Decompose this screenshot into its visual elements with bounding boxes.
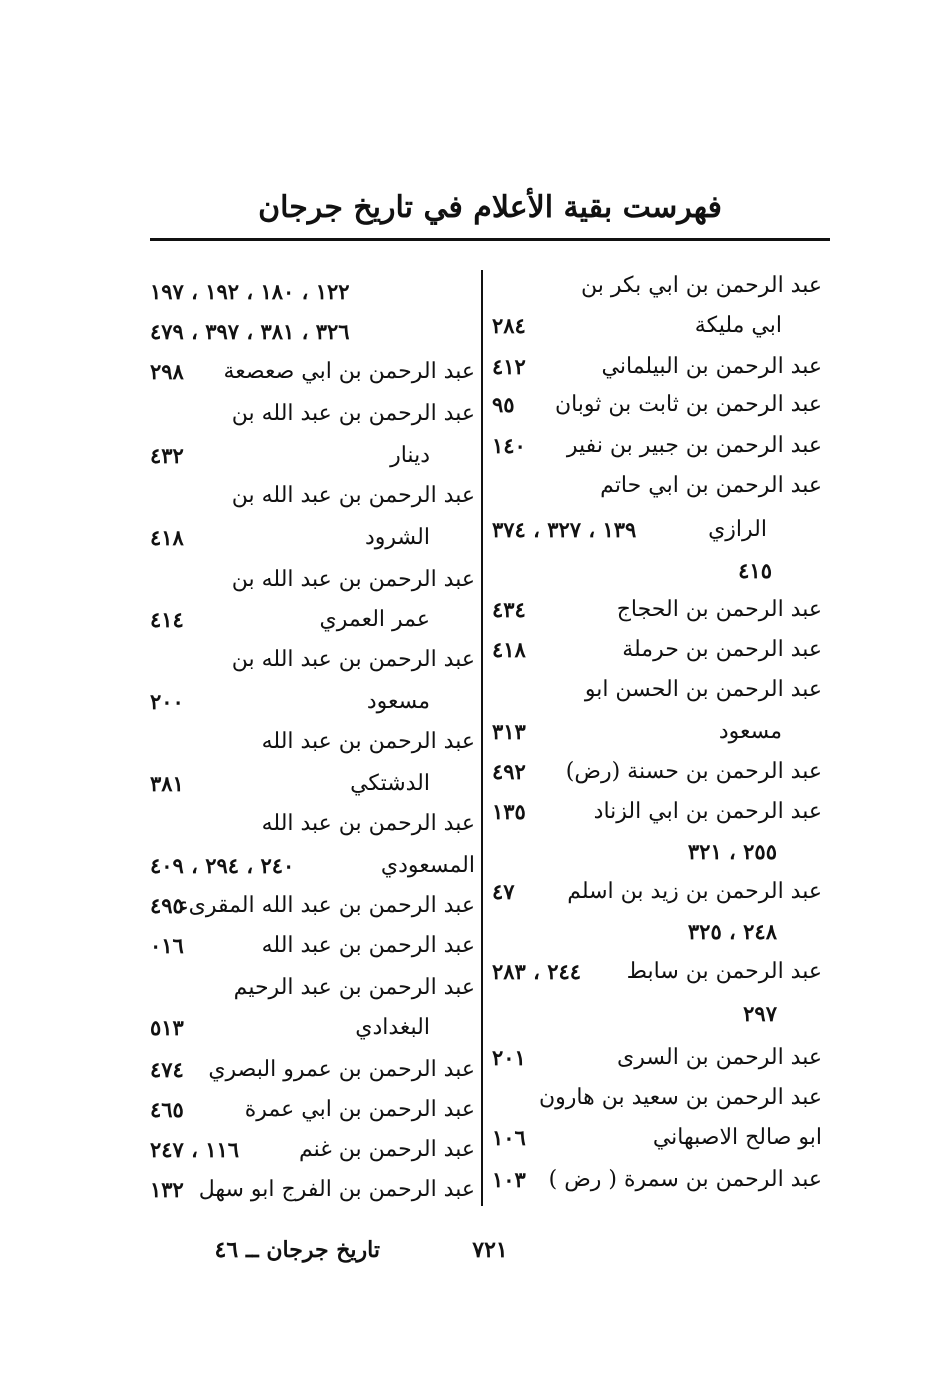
signature-mark: تاريخ جرجان ــ ٤٦ [214, 1237, 380, 1263]
index-entry-line [150, 682, 475, 722]
entry-name: عبد الرحمن بن حرملة [622, 637, 822, 662]
entry-name: البغدادي [355, 1015, 430, 1040]
entry-pages: ٢٩٨ [150, 359, 184, 384]
index-entry-line [492, 792, 822, 832]
entry-name: عبد الرحمن بن الحسن ابو [584, 677, 822, 702]
index-entry-line [150, 926, 475, 966]
page-title: فهرست بقية الأعلام في تاريخ جرجان [258, 190, 722, 225]
index-entry-line [150, 1008, 475, 1048]
entry-name: عبد الرحمن بن ابي حاتم [600, 473, 822, 498]
index-entry-line [492, 1160, 822, 1200]
index-entry-line [492, 306, 822, 346]
entry-name: عبد الرحمن بن سمرة ( رض ) [548, 1167, 822, 1192]
entry-pages: ٤١٢ [492, 354, 526, 379]
entry-pages: ٤١٨ [150, 525, 184, 550]
index-entry-line [150, 968, 475, 1008]
index-entry-line [150, 312, 475, 352]
entry-name: عبد الرحمن بن غنم [299, 1137, 475, 1162]
entry-pages: ٤١٤ [150, 607, 184, 632]
entry-pages: ٢٥٥ ، ٣٢١ [687, 839, 777, 864]
entry-pages: ٣٢٦ ، ٣٨١ ، ٣٩٧ ، ٤٧٩ [150, 319, 350, 344]
entry-pages: ٢٤٤ ، ٢٨٣ [492, 959, 582, 984]
entry-pages: ١٣٩ ، ٣٢٧ ، ٣٧٤ [492, 517, 637, 542]
entry-pages: ٠١٦ [150, 933, 184, 958]
entry-pages: ٩٥ [492, 392, 515, 417]
index-entry-line [492, 752, 822, 792]
entry-pages: ٤٦٥ [150, 1097, 184, 1122]
index-entry-line [492, 1038, 822, 1078]
entry-pages: ٢٠١ [492, 1045, 526, 1070]
entry-name: عبد الرحمن بن جبير بن نفير [566, 433, 822, 458]
index-entry-line [492, 551, 822, 591]
entry-pages: ١٠٦ [492, 1125, 526, 1150]
index-entry-line [492, 994, 822, 1034]
index-entry-line [492, 347, 822, 387]
page-number: ٧٢١ [472, 1237, 508, 1263]
index-entry-line [492, 1118, 822, 1158]
entry-pages: ٤٩٥ [150, 893, 184, 918]
entry-pages: ٢٠٠ [150, 689, 184, 714]
entry-name: عبد الرحمن بن عبد الله [261, 933, 475, 958]
entry-name: عبد الرحمن بن زيد بن اسلم [567, 879, 822, 904]
index-entry-line [492, 590, 822, 630]
entry-pages: ٢٨٤ [492, 313, 526, 338]
entry-name: عبد الرحمن بن عبد الله بن [231, 567, 475, 592]
entry-pages: ٢٤٨ ، ٣٢٥ [687, 919, 777, 944]
entry-name: عبد الرحمن بن ثابت بن ثوبان [554, 392, 822, 417]
index-entry-line [492, 952, 822, 992]
entry-name: عبد الرحمن بن عبد الله [261, 811, 475, 836]
index-entry-line [492, 385, 822, 425]
entry-name: ابي مليكة [694, 313, 782, 338]
index-entry-line [492, 510, 822, 550]
entry-name: الدشتكي [350, 771, 430, 796]
entry-name: الشرود [364, 525, 430, 550]
index-entry-line [150, 272, 475, 312]
index-entry-line [150, 352, 475, 392]
index-entry-line [150, 846, 475, 886]
entry-pages: ٤٣٤ [492, 597, 526, 622]
entry-pages: ١٢٢ ، ١٨٠ ، ١٩٢ ، ١٩٧ [150, 279, 350, 304]
entry-name: عبد الرحمن بن ابي صعصعة [223, 359, 475, 384]
index-entry-line [150, 804, 475, 844]
index-entry-line [492, 670, 822, 710]
index-entry-line [150, 436, 475, 476]
entry-name: مسعود [718, 719, 782, 744]
index-entry-line [150, 1090, 475, 1130]
index-entry-line [492, 1078, 822, 1118]
entry-name: عبد الرحمن بن عبد الله بن [231, 647, 475, 672]
index-entry-line [492, 266, 822, 306]
entry-name: عبد الرحمن بن عبد الله بن [231, 401, 475, 426]
index-entry-line [492, 912, 822, 952]
entry-pages: ٤٧ [492, 879, 515, 904]
entry-pages: ٤٣٢ [150, 443, 184, 468]
entry-pages: ٤١٨ [492, 637, 526, 662]
entry-name: دينار [390, 443, 430, 468]
entry-name: ابو صالح الاصبهاني [652, 1125, 822, 1150]
entry-name: عبد الرحمن بن عمرو البصري [208, 1057, 475, 1082]
entry-pages: ٥١٣ [150, 1015, 184, 1040]
entry-name: عمر العمري [319, 607, 430, 632]
entry-name: عبد الرحمن بن ابي بكر بن [580, 273, 822, 298]
index-entry-line [150, 394, 475, 434]
entry-name: عبد الرحمن بن السرى [617, 1045, 822, 1070]
entry-name: عبد الرحمن بن سابط [626, 959, 822, 984]
index-entry-line [150, 886, 475, 926]
entry-pages: ١١٦ ، ٢٤٧ [150, 1137, 240, 1162]
index-entry-line [150, 600, 475, 640]
index-entry-line [150, 722, 475, 762]
entry-pages: ٢٤٠ ، ٢٩٤ ، ٤٠٩ [150, 853, 295, 878]
entry-pages: ٤٩٢ [492, 759, 526, 784]
entry-name: عبد الرحمن بن ابي عمرة [244, 1097, 475, 1122]
entry-name: عبد الرحمن بن الفرج ابو سهل [198, 1177, 475, 1202]
entry-name: عبد الرحمن بن الحجاج [616, 597, 822, 622]
entry-name: المسعودي [380, 853, 475, 878]
header-rule [150, 238, 830, 241]
entry-pages: ٣١٣ [492, 719, 526, 744]
entry-name: الرازي [708, 517, 767, 542]
index-entry-line [492, 426, 822, 466]
index-entry-line [150, 764, 475, 804]
entry-name: عبد الرحمن بن حسنة (رض) [565, 759, 822, 784]
entry-name: عبد الرحمن بن عبد الله [261, 729, 475, 754]
column-divider [481, 270, 483, 1206]
index-entry-line [150, 560, 475, 600]
index-entry-line [150, 640, 475, 680]
index-entry-line [150, 1050, 475, 1090]
index-entry-line [150, 1130, 475, 1170]
entry-pages: ١٠٣ [492, 1167, 526, 1192]
entry-name: عبد الرحمن بن عبد الله بن [231, 483, 475, 508]
index-entry-line [492, 466, 822, 506]
entry-pages: ٣٨١ [150, 771, 184, 796]
entry-name: عبد الرحمن بن سعيد بن هارون [539, 1085, 822, 1110]
index-entry-line [150, 1170, 475, 1210]
entry-pages: ١٣٥ [492, 799, 526, 824]
entry-pages: ٢٩٧ [743, 1001, 777, 1026]
entry-name: عبد الرحمن بن عبد الله المقرىء [178, 893, 475, 918]
index-entry-line [492, 712, 822, 752]
index-entry-line [150, 476, 475, 516]
entry-pages: ١٣٢ [150, 1177, 184, 1202]
index-entry-line [150, 518, 475, 558]
index-entry-line [492, 630, 822, 670]
entry-pages: ٤١٥ [738, 558, 772, 583]
entry-name: مسعود [366, 689, 430, 714]
index-entry-line [492, 832, 822, 872]
entry-name: عبد الرحمن بن البيلماني [601, 354, 822, 379]
entry-name: عبد الرحمن بن عبد الرحيم [233, 975, 475, 1000]
entry-name: عبد الرحمن بن ابي الزناد [593, 799, 822, 824]
entry-pages: ٤٧٤ [150, 1057, 184, 1082]
entry-pages: ١٤٠ [492, 433, 526, 458]
index-entry-line [492, 872, 822, 912]
